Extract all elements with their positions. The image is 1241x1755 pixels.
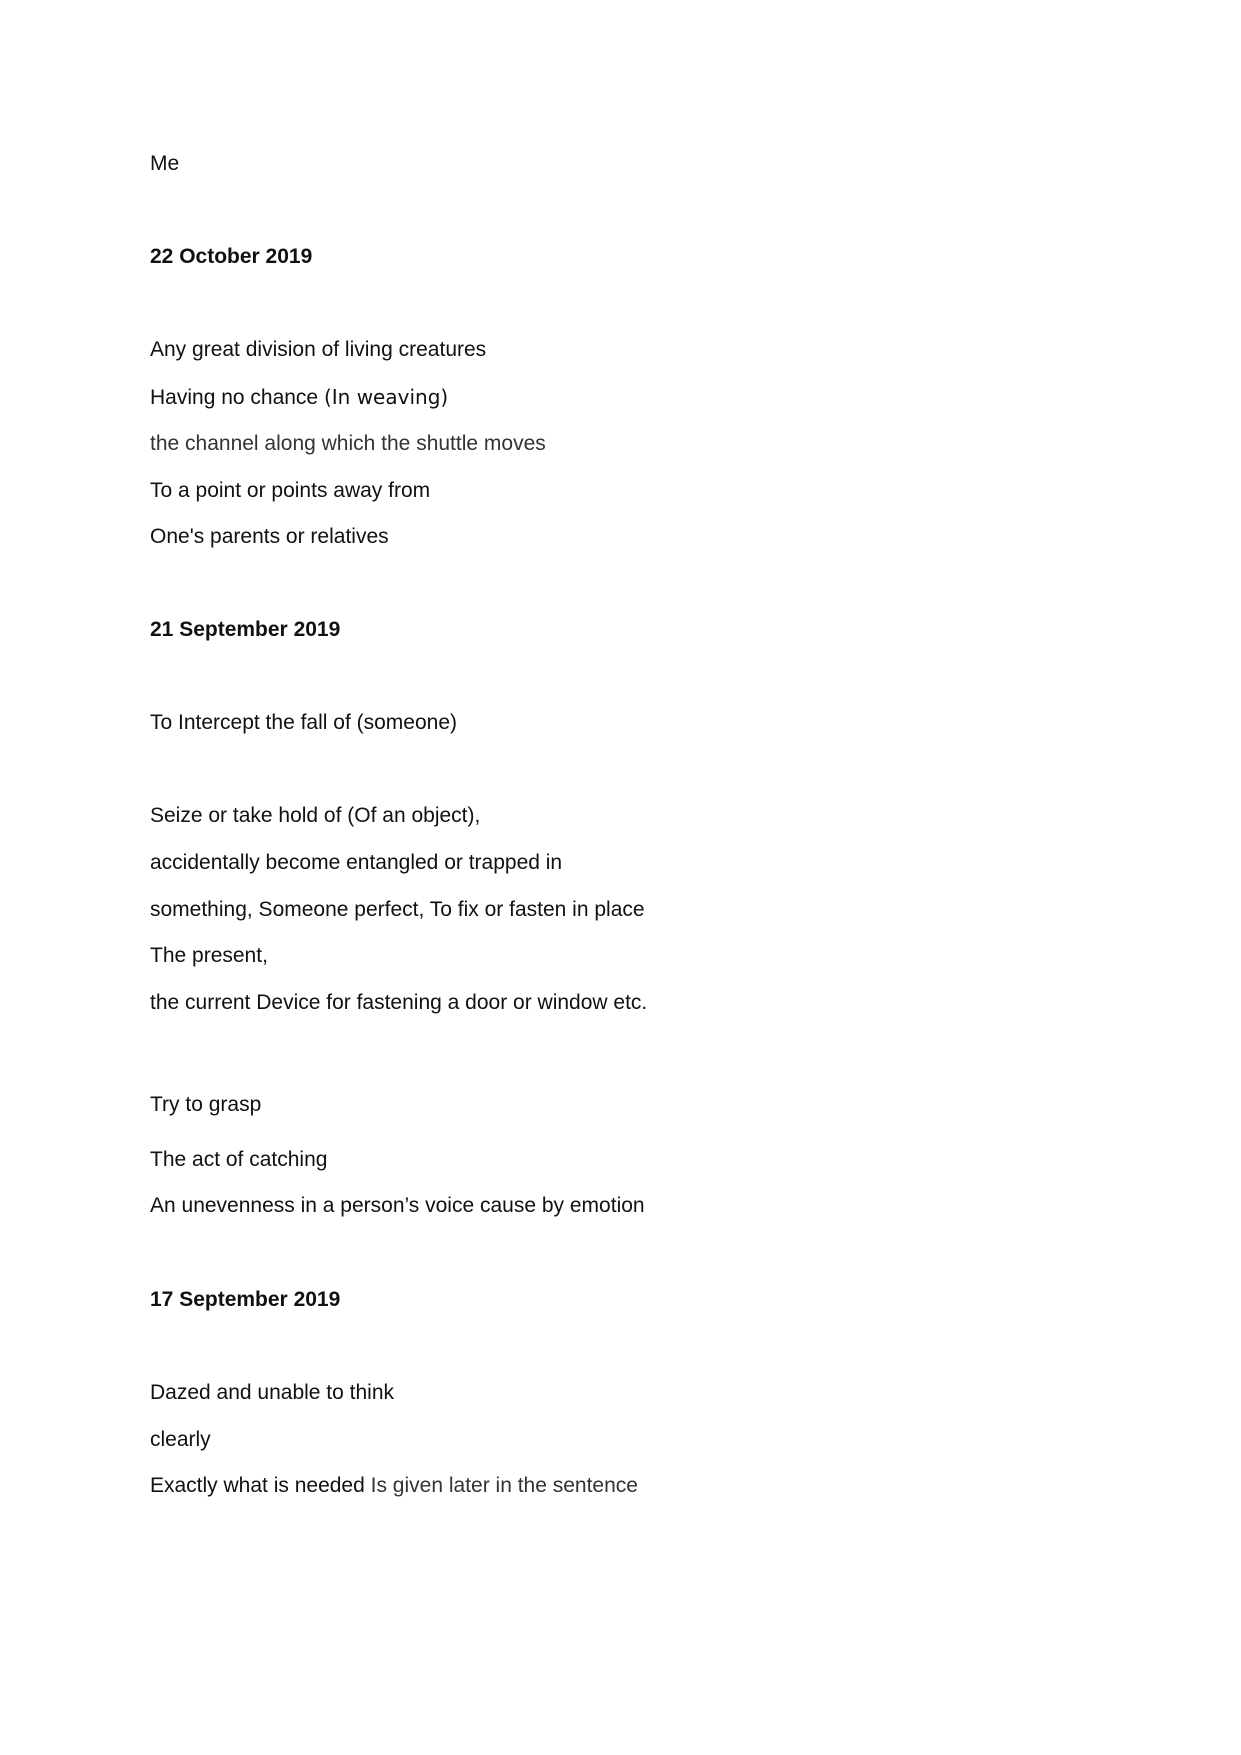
definition-line: The present,: [150, 944, 268, 967]
definition-text: Having no chance: [150, 386, 319, 409]
definition-note: Is given later in the sentence: [370, 1474, 638, 1497]
definition-line: something, Someone perfect, To fix or fasten in place: [150, 898, 645, 921]
definition-line: the channel along which the shuttle moves: [150, 432, 546, 455]
definition-text: Exactly what is needed: [150, 1474, 365, 1497]
definition-line: Seize or take hold of (Of an object),: [150, 804, 481, 827]
definition-line: clearly: [150, 1428, 211, 1451]
definition-note: (In weaving): [323, 385, 449, 409]
definition-line: accidentally become entangled or trapped in: [150, 851, 563, 874]
section-date: 17 September 2019: [150, 1288, 341, 1311]
definition-line: [150, 1472, 638, 1500]
definition-line: To Intercept the fall of (someone): [150, 711, 457, 734]
definition-line: Any great division of living creatures: [150, 338, 487, 361]
section-date: 22 October 2019: [150, 245, 313, 268]
document-header: Me: [150, 152, 180, 175]
definition-line: Try to grasp: [150, 1093, 262, 1116]
definition-line: One's parents or relatives: [150, 525, 389, 548]
definition-line: [150, 383, 448, 412]
definition-line: Dazed and unable to think: [150, 1381, 395, 1404]
definition-line: An unevenness in a person’s voice cause by emotion: [150, 1194, 645, 1217]
definition-line: To a point or points away from: [150, 479, 431, 502]
definition-line: the current Device for fastening a door or window etc.: [150, 991, 648, 1014]
definition-line: The act of catching: [150, 1148, 328, 1171]
section-date: 21 September 2019: [150, 618, 341, 641]
